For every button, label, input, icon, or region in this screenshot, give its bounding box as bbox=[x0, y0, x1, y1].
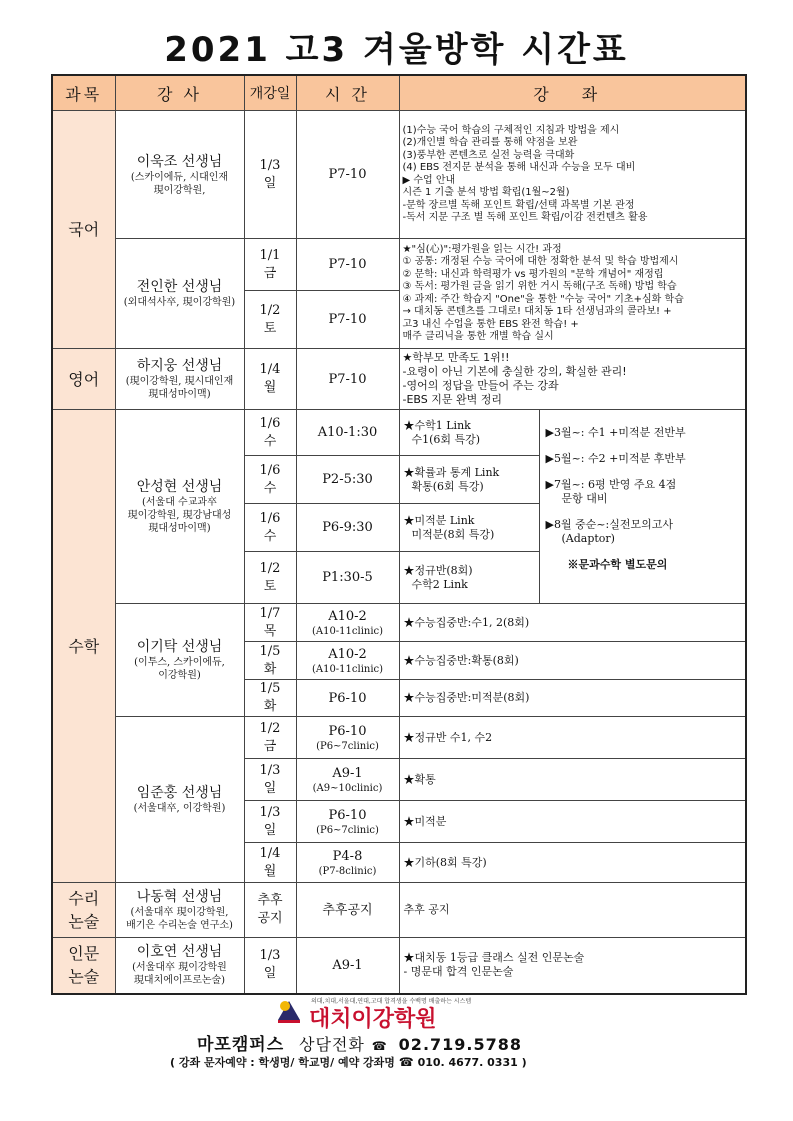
subject-math-essay: 수리 논술 bbox=[52, 883, 115, 938]
academy-logo-icon bbox=[276, 998, 302, 1024]
page-title: 2021 고3 겨울방학 시간표 bbox=[164, 30, 629, 70]
math-notes: ▶3월~: 수1 +미적분 전반부 ▶5월~: 수2 +미적분 후반부 ▶7월~: 6평 반영 주요 4점 문항 대비 ▶8월 중순~:실전모의고사 (Adaptor) ※문과수학 별도문의 bbox=[539, 410, 746, 604]
start-date: 1/3 일 bbox=[244, 801, 296, 843]
table-row bbox=[52, 938, 746, 994]
campus-line bbox=[197, 1030, 522, 1055]
class-time: P6-10 (P6~7clinic) bbox=[296, 801, 399, 843]
class-time: P6-10 bbox=[296, 680, 399, 717]
teacher-cell bbox=[115, 938, 244, 994]
teacher-cell bbox=[115, 349, 244, 410]
course-desc: ★정규반(8회) 수학2 Link bbox=[399, 552, 539, 604]
start-date: 1/6 수 bbox=[244, 456, 296, 504]
math-warning: ※문과수학 별도문의 bbox=[567, 558, 668, 571]
start-date: 1/2 토 bbox=[244, 552, 296, 604]
class-time: P4-8 (P7-8clinic) bbox=[296, 843, 399, 883]
start-date: 1/4 월 bbox=[244, 843, 296, 883]
teacher-name: 이호연 선생님 bbox=[136, 944, 223, 961]
teacher-info: 現대치에이프로논술) bbox=[133, 975, 226, 987]
table-row bbox=[52, 239, 746, 291]
course-desc: ★수학1 Link 수1(6회 특강) bbox=[399, 410, 539, 456]
course-desc: (1)수능 국어 학습의 구체적인 지침과 방법을 제시 (2)개인별 학습 관리를 통해 약점을 보완 (3)풍부한 콘텐츠로 실전 능력을 극대화 (4) EBS 전지문 분석을 통해 내신과 수능을 모두 대비 ▶ 수업 안내 시즌 1 기출 분석 방법 확립(1월~2월) -문학 장르별 독해 포인트 확립/선택 과목별 기본 관정 -독서 지문 구조 별 독해 포인트 확립/이감 전컨텐츠 활용 bbox=[399, 111, 746, 239]
header-course: 강 좌 bbox=[399, 75, 746, 111]
subject-humanities-essay: 인문 논술 bbox=[52, 938, 115, 994]
class-time: P7-10 bbox=[296, 349, 399, 410]
teacher-info: (스카이에듀, 시대인재 bbox=[130, 171, 229, 183]
start-date: 1/3 일 bbox=[244, 938, 296, 994]
course-desc: ★수능집중반:수1, 2(8회) bbox=[399, 604, 746, 642]
phone-icon: ☎ bbox=[398, 1055, 414, 1069]
course-desc: ★학부모 만족도 1위!! -요령이 아닌 기본에 충실한 강의, 확실한 관리! -영어의 정답을 만들어 주는 강좌 -EBS 지문 완벽 정리 bbox=[399, 349, 746, 410]
class-time: A9-1 bbox=[296, 938, 399, 994]
class-time: P7-10 bbox=[296, 111, 399, 239]
teacher-info: 現이강학원, bbox=[153, 184, 206, 196]
teacher-info: (서울대 수교과卒 bbox=[141, 497, 218, 508]
teacher-info: 現대성마이맥) bbox=[148, 523, 211, 534]
course-desc: 추후 공지 bbox=[399, 883, 746, 938]
start-date: 1/6 수 bbox=[244, 504, 296, 552]
teacher-cell bbox=[115, 111, 244, 239]
course-desc: ★미적분 bbox=[399, 801, 746, 843]
teacher-name: 이기탁 선생님 bbox=[136, 639, 223, 655]
subject-korean: 국어 bbox=[52, 111, 115, 349]
class-time: P6-10 (P6~7clinic) bbox=[296, 717, 399, 759]
campus-name: 마포캠퍼스 bbox=[197, 1035, 285, 1055]
class-time: P6-9:30 bbox=[296, 504, 399, 552]
teacher-cell bbox=[115, 883, 244, 938]
teacher-cell bbox=[115, 410, 244, 604]
start-date: 1/6 수 bbox=[244, 410, 296, 456]
teacher-info: (現이강학원, 現시대인재 bbox=[125, 376, 234, 387]
teacher-name: 이욱조 선생님 bbox=[136, 153, 223, 170]
table-row bbox=[52, 349, 746, 410]
start-date: 1/3 일 bbox=[244, 759, 296, 801]
teacher-info: 이강학원) bbox=[158, 670, 201, 681]
teacher-name: 하지웅 선생님 bbox=[136, 358, 223, 374]
teacher-name: 전인한 선생님 bbox=[136, 279, 223, 295]
start-date: 1/5 화 bbox=[244, 680, 296, 717]
class-time: P2-5:30 bbox=[296, 456, 399, 504]
start-date: 1/2 토 bbox=[244, 291, 296, 349]
course-desc: ★대치동 1등급 클래스 실전 인문논술 - 명문대 합격 인문논술 bbox=[399, 938, 746, 994]
start-date: 1/5 화 bbox=[244, 642, 296, 680]
phone-number: 02.719.5788 bbox=[398, 1035, 523, 1054]
teacher-info: 現대성마이맥) bbox=[148, 389, 211, 400]
start-date: 1/2 금 bbox=[244, 717, 296, 759]
teacher-cell bbox=[115, 239, 244, 349]
start-date: 추후 공지 bbox=[244, 883, 296, 938]
course-desc: ★정규반 수1, 수2 bbox=[399, 717, 746, 759]
header-start: 개강일 bbox=[244, 75, 296, 111]
teacher-name: 나동혁 선생님 bbox=[136, 889, 223, 905]
teacher-info: 現이강학원, 現강남대성 bbox=[127, 510, 232, 521]
teacher-cell bbox=[115, 604, 244, 717]
class-time: A9-1 (A9~10clinic) bbox=[296, 759, 399, 801]
teacher-name: 안성현 선생님 bbox=[136, 479, 223, 495]
header-teacher: 강 사 bbox=[115, 75, 244, 111]
table-row bbox=[52, 717, 746, 759]
teacher-info: 배기은 수리논술 연구소) bbox=[126, 920, 233, 931]
course-desc: ★확률과 통계 Link 확통(6회 특강) bbox=[399, 456, 539, 504]
class-time: P7-10 bbox=[296, 239, 399, 291]
teacher-info: (외대석사卒, 現이강학원) bbox=[123, 297, 236, 308]
subject-english: 영어 bbox=[52, 349, 115, 410]
table-row bbox=[52, 410, 746, 456]
class-time: A10-2 (A10-11clinic) bbox=[296, 604, 399, 642]
course-desc: ★기하(8회 특강) bbox=[399, 843, 746, 883]
phone-label: 상담전화 bbox=[299, 1035, 365, 1054]
teacher-info: (이투스, 스카이에듀, bbox=[134, 657, 225, 668]
teacher-name: 임준홍 선생님 bbox=[136, 785, 223, 801]
table-row bbox=[52, 883, 746, 938]
start-date: 1/1 금 bbox=[244, 239, 296, 291]
schedule-table bbox=[51, 74, 747, 995]
teacher-info: (서울대卒, 이강학원) bbox=[133, 803, 226, 814]
class-time: P7-10 bbox=[296, 291, 399, 349]
start-date: 1/7 목 bbox=[244, 604, 296, 642]
header-row bbox=[52, 75, 746, 111]
reservation-note: ( 강좌 문자예약 : 학생명/ 학교명/ 예약 강좌명 ☎ 010. 4677. 0331 ) bbox=[170, 1055, 527, 1069]
course-desc: ★미적분 Link 미적분(8회 특강) bbox=[399, 504, 539, 552]
class-time: 추후공지 bbox=[296, 883, 399, 938]
table-row bbox=[52, 111, 746, 239]
teacher-info: (서울대卒 現이강학원, bbox=[130, 907, 229, 918]
header-subject: 과목 bbox=[52, 75, 115, 111]
class-time: A10-1:30 bbox=[296, 410, 399, 456]
course-desc: ★수능집중반:미적분(8회) bbox=[399, 680, 746, 717]
table-row bbox=[52, 604, 746, 642]
logo-tagline: 의대,치대,서울대,연대,고대 합격생을 수백명 배출하는 시스템 bbox=[311, 998, 472, 1005]
academy-name: 대치이강학원 bbox=[309, 1007, 437, 1032]
course-desc: ★확통 bbox=[399, 759, 746, 801]
teacher-cell bbox=[115, 717, 244, 883]
teacher-info: (서울대卒 現이강학원 bbox=[132, 962, 227, 974]
class-time: P1:30-5 bbox=[296, 552, 399, 604]
course-desc: ★수능집중반:확통(8회) bbox=[399, 642, 746, 680]
start-date: 1/3 일 bbox=[244, 111, 296, 239]
class-time: A10-2 (A10-11clinic) bbox=[296, 642, 399, 680]
header-time: 시 간 bbox=[296, 75, 399, 111]
phone-icon: ☎ bbox=[371, 1039, 388, 1053]
course-desc: ★"심(心)":평가원을 읽는 시간! 과정 ① 공통: 개정된 수능 국어에 대한 정확한 분석 및 학습 방법제시 ② 문학: 내신과 학력평가 vs 평가원의 "문학 개념어" 재정립 ③ 독서: 평가원 글을 읽기 위한 거시 독해(구조 독해) 방법 학습 ④ 과제: 주간 학습지 "One"을 통한 "수능 국어" 기초+심화 학습 → 대치동 콘텐츠를 그대로! 대치동 1타 선생님과의 콜라보! + 고3 내신 수업을 통한 EBS 완전 학습! + 매주 클리닉을 통한 개별 학습 실시 bbox=[399, 239, 746, 349]
subject-math: 수학 bbox=[52, 410, 115, 883]
start-date: 1/4 월 bbox=[244, 349, 296, 410]
